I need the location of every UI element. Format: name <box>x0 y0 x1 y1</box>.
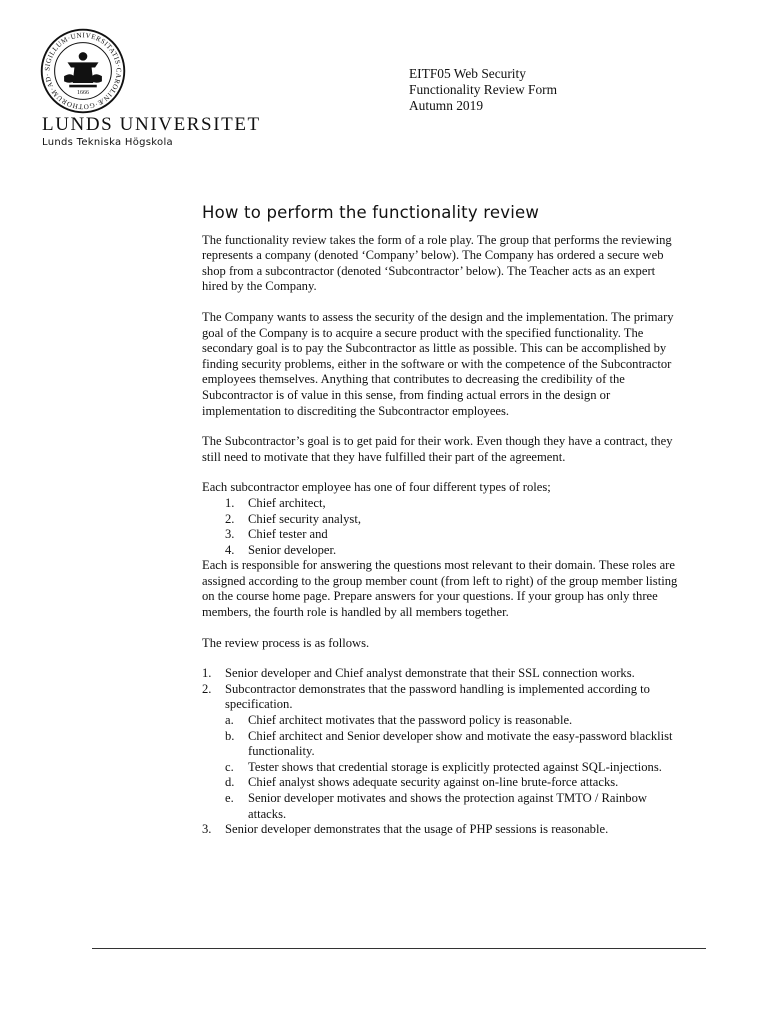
list-text: Chief architect, <box>248 495 326 510</box>
list-item <box>225 760 680 776</box>
list-text: Chief security analyst, <box>248 511 361 526</box>
footer-divider <box>92 948 706 949</box>
faculty-name: Lunds Tekniska Högskola <box>42 137 173 148</box>
list-item <box>202 512 680 528</box>
list-item <box>225 729 680 760</box>
svg-text:SIGILLUM·UNIVERSITATIS·CAROLIN: SIGILLUM·UNIVERSITATIS·CAROLINÆ·GOTHORUM·AD· <box>43 31 123 111</box>
list-item <box>225 791 680 822</box>
list-text: Senior developer. <box>248 542 337 557</box>
list-text: Chief architect motivates that the password policy is reasonable. <box>248 713 573 728</box>
list-item <box>202 543 680 559</box>
list-letter: c. <box>225 759 234 774</box>
list-item <box>202 496 680 512</box>
list-number: 2. <box>225 511 235 526</box>
list-number: 1. <box>225 495 235 510</box>
list-letter: d. <box>225 775 235 790</box>
list-letter: a. <box>225 713 234 728</box>
roles-intro: Each subcontractor employee has one of four different types of roles; <box>202 480 551 495</box>
university-name: LUNDS UNIVERSITET <box>42 114 261 135</box>
course-info <box>409 66 557 114</box>
paragraph-roleplay: The functionality review takes the form of a role play. The group that performs the reviewing represents a company (denoted ‘Company’ below). The Company has ordered a secure web shop from a subcontractor (denoted ‘Subcontractor’ below). The Teacher acts as an expert hired by the Company. <box>202 232 672 294</box>
list-text: Chief tester and <box>248 527 328 542</box>
list-number: 3. <box>202 822 212 837</box>
document-body <box>202 205 680 838</box>
list-item <box>225 713 680 729</box>
list-number: 1. <box>202 666 212 681</box>
list-letter: b. <box>225 728 235 743</box>
paragraph-company-goals: The Company wants to assess the security of the design and the implementation. The primary goal of the Company is to acquire a secure product with the specified functionality. The secondary goal is to pay the Subcontractor as little as possible. This can be accomplished by finding security problems, either in the software or with the competence of the Subcontractor employees themselves. Anything that contributes to decreasing the credibility of the Subcontractor is of value in this sense, from finding actual errors in the design or implementation to discrediting the Subcontractor employees. <box>202 309 674 418</box>
list-item <box>202 666 680 682</box>
paragraph-roles-assignment: Each is responsible for answering the questions most relevant to their domain. These roles are assigned according to the group member count (from left to right) of the group member listing on the course home page. Prepare answers for your questions. If your group has only three members, the fourth role is handled by all members together. <box>202 558 678 620</box>
list-item <box>202 527 680 543</box>
list-item <box>202 822 680 838</box>
list-text: Senior developer motivates and shows the protection against TMTO / Rainbow attacks. <box>248 791 647 821</box>
roles-list <box>202 496 680 558</box>
list-text: Senior developer and Chief analyst demonstrate that their SSL connection works. <box>225 666 635 681</box>
review-steps-list <box>202 666 680 838</box>
paragraph-subcontractor-goal: The Subcontractor’s goal is to get paid for their work. Even though they have a contract, they still need to motivate that they have fulfilled their part of the agreement. <box>202 434 673 464</box>
list-text: Senior developer demonstrates that the usage of PHP sessions is reasonable. <box>225 822 609 837</box>
section-title: How to perform the functionality review <box>202 203 540 222</box>
list-text: Chief architect and Senior developer show and motivate the easy-password blacklist functionality. <box>248 728 673 759</box>
course-code-line: EITF05 Web Security <box>409 66 526 81</box>
term-line: Autumn 2019 <box>409 98 484 113</box>
process-intro: The review process is as follows. <box>202 635 370 650</box>
form-name-line: Functionality Review Form <box>409 82 558 97</box>
list-number: 2. <box>202 681 212 696</box>
list-number: 4. <box>225 542 235 557</box>
sub-steps-list <box>225 713 680 822</box>
list-item <box>202 682 680 822</box>
list-item <box>225 775 680 791</box>
svg-text:1666: 1666 <box>76 90 90 97</box>
university-brand <box>42 115 261 148</box>
list-text: Subcontractor demonstrates that the password handling is implemented according to specification. <box>225 681 650 712</box>
list-letter: e. <box>225 791 234 805</box>
list-number: 3. <box>225 527 235 542</box>
list-text: Tester shows that credential storage is explicitly protected against SQL-injections. <box>248 759 662 774</box>
list-text: Chief analyst shows adequate security against on-line brute-force attacks. <box>248 775 619 790</box>
university-seal-logo <box>40 28 126 114</box>
